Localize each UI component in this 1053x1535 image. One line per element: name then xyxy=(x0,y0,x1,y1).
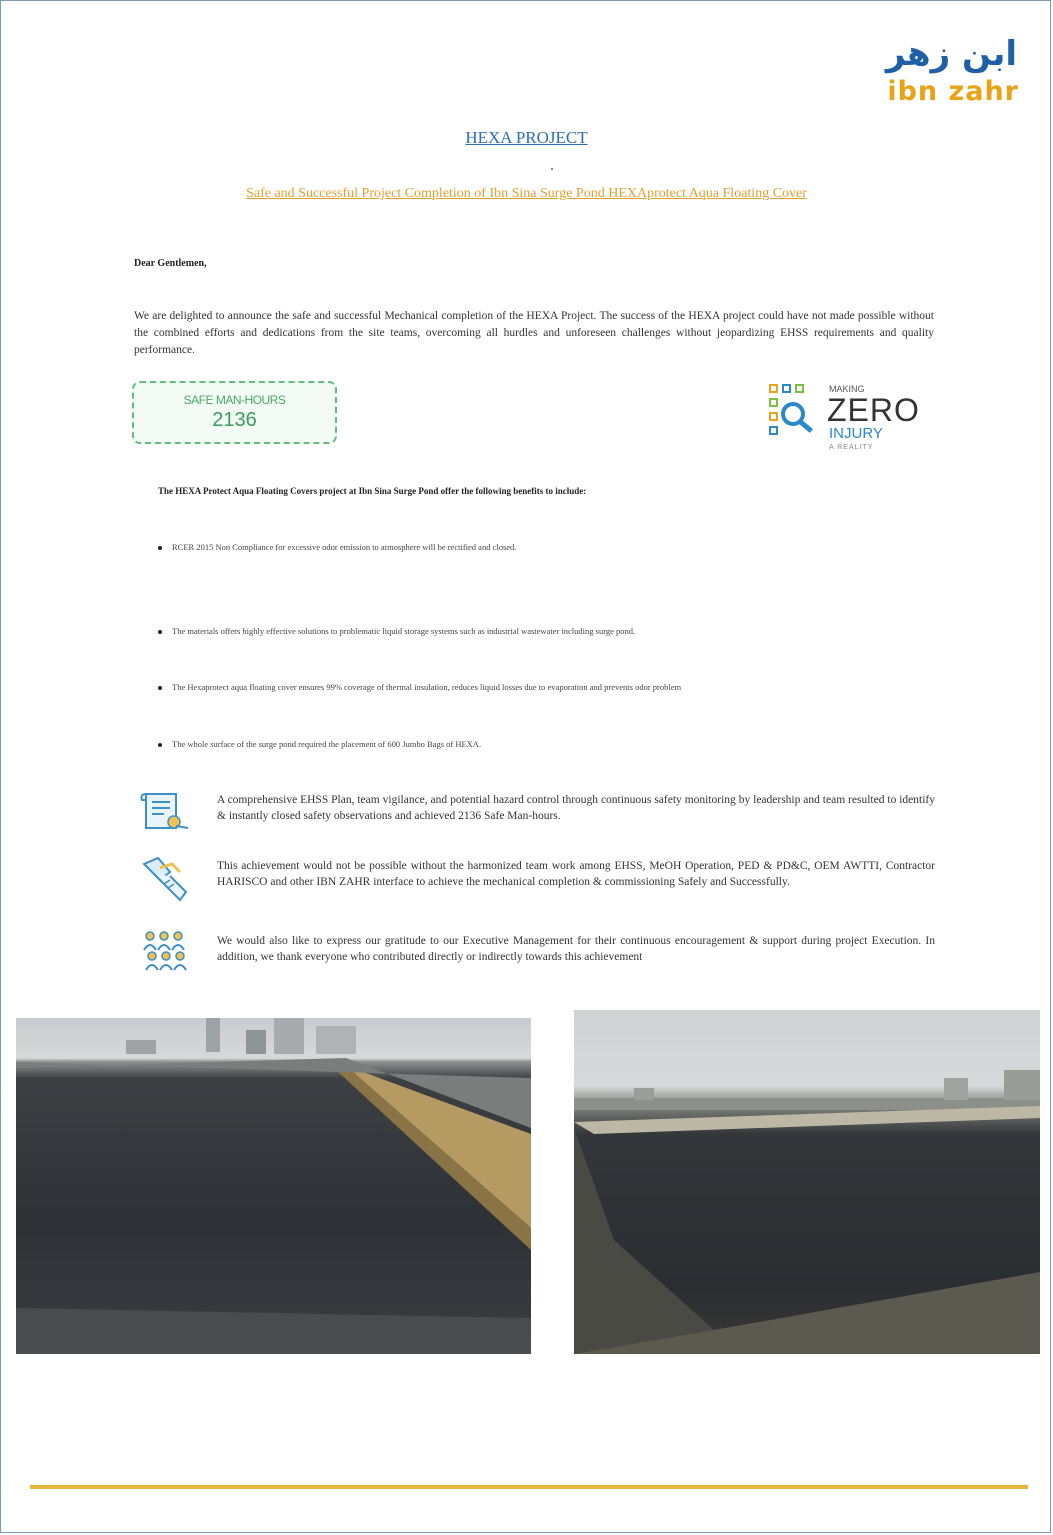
benefit-item xyxy=(158,739,481,749)
benefit-text: The whole surface of the surge pond required the placement of 600 Jumbo Bags of HEXA. xyxy=(172,739,482,749)
surge-pond-photo-1 xyxy=(16,1018,531,1354)
magnifier-handle xyxy=(799,420,813,433)
mzi-zero-text: ZERO xyxy=(827,392,920,428)
benefit-item xyxy=(158,542,516,552)
certificate-icon xyxy=(140,788,190,834)
making-zero-injury-logo xyxy=(765,380,935,460)
document-subtitle: Safe and Successful Project Completion of Ibn Sina Surge Pond HEXAprotect Aqua Floating Cover xyxy=(246,186,807,201)
logo-latin-text: ibn zahr xyxy=(887,76,1019,107)
benefit-item xyxy=(158,682,681,692)
bullet-icon xyxy=(158,546,162,550)
benefit-text: The materials offers highly effective solutions to problematic liquid storage systems such as industrial wastewater including surge pond. xyxy=(172,626,636,636)
logo-square-icon xyxy=(769,412,778,421)
greeting: Dear Gentlemen, xyxy=(134,258,207,269)
safe-man-hours-value: 2136 xyxy=(212,409,257,431)
mzi-reality-text: A REALITY xyxy=(829,444,874,451)
highlight-text: This achievement would not be possible without the harmonized team work among EHSS, MeOH Operation, PED & PD&C, OEM AWTTI, Contractor HARISCO and other IBN ZAHR interface to achieve the mechanical completion & commissioning Safely and Successfully. xyxy=(217,860,935,888)
mzi-injury-text: INJURY xyxy=(829,425,883,442)
highlight-text: A comprehensive EHSS Plan, team vigilance, and potential hazard control through continuous safety monitoring by leadership and team resulted to identify & instantly closed safety observations and achieved 2136 Safe Man-hours. xyxy=(217,794,935,822)
benefit-text: The Hexaprotect aqua floating cover ensures 99% coverage of thermal insulation, reduces liquid losses due to evaporation and prevents odor problem xyxy=(172,682,682,692)
ibn-zahr-logo xyxy=(885,34,1025,107)
logo-square-icon xyxy=(769,398,778,407)
safe-man-hours-label: SAFE MAN-HOURS xyxy=(183,393,286,407)
highlight-text: We would also like to express our gratitude to our Executive Management for their continuous encouragement & support during project Execution. In addition, we thank everyone who contributed directly or indirectly towards this achievement xyxy=(217,935,935,963)
footer-line xyxy=(30,1485,1028,1489)
benefit-item xyxy=(158,626,635,636)
mzi-making-text: MAKING xyxy=(829,384,865,394)
team-icon xyxy=(140,928,190,974)
logo-arabic-text: ابن زهر xyxy=(885,34,1017,74)
logo-square-icon xyxy=(795,384,804,393)
bullet-icon xyxy=(158,743,162,747)
handshake-icon xyxy=(140,854,190,900)
intro-paragraph: We are delighted to announce the safe and successful Mechanical completion of the HEXA Project. The success of the HEXA project could have not made possible without the combined efforts and dedications from the site teams, overcoming all hurdles and unforeseen challenges without jeopardizing EHSS requirements and quality performance. xyxy=(134,310,934,356)
benefits-intro: The HEXA Protect Aqua Floating Covers project at Ibn Sina Surge Pond offer the following benefits to include: xyxy=(158,486,587,496)
benefit-text: RCER 2015 Non Compliance for excessive odor emission to atmosphere will be rectified and closed. xyxy=(172,542,517,552)
logo-square-icon xyxy=(769,426,778,435)
document-title: HEXA PROJECT xyxy=(465,128,588,147)
logo-square-icon xyxy=(769,384,778,393)
logo-square-icon xyxy=(782,384,791,393)
safe-man-hours-badge xyxy=(132,381,337,444)
surge-pond-photo-2 xyxy=(574,1010,1040,1354)
bullet-icon xyxy=(158,630,162,634)
divider-dot xyxy=(551,168,553,170)
bullet-icon xyxy=(158,686,162,690)
